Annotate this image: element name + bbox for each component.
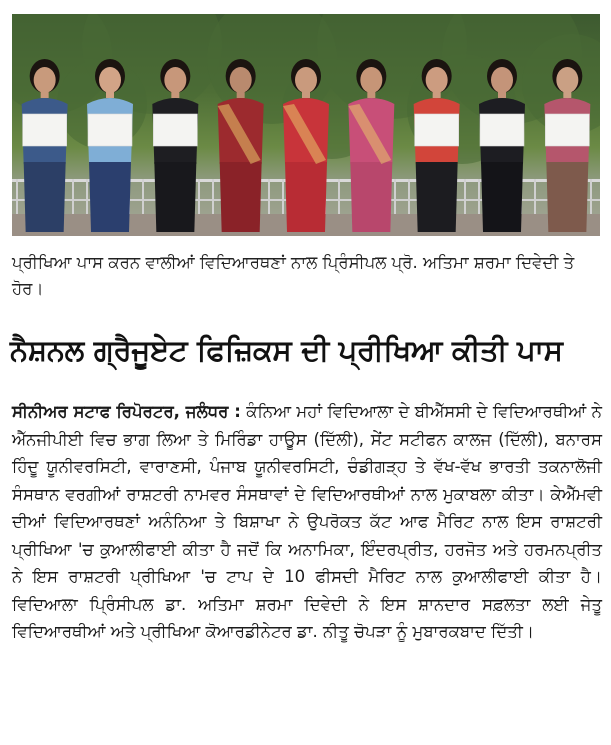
railing-post	[394, 179, 396, 219]
person-face	[295, 67, 317, 93]
person-face	[34, 67, 56, 93]
person-lower-body	[220, 162, 262, 232]
person-lower-body	[89, 162, 131, 232]
person-neck	[367, 90, 375, 98]
railing-post	[338, 179, 340, 219]
railing-post	[268, 179, 270, 219]
person-face	[360, 67, 382, 93]
certificate	[88, 114, 132, 146]
person-face	[99, 67, 121, 93]
railing-post	[142, 179, 144, 219]
person-neck	[302, 90, 310, 98]
person-lower-body	[24, 162, 66, 232]
certificate	[415, 114, 459, 146]
person-face	[556, 67, 578, 93]
railing-post	[464, 179, 466, 219]
person-neck	[106, 90, 114, 98]
certificate	[153, 114, 197, 146]
person-face	[426, 67, 448, 93]
group-photo-illustration	[12, 14, 600, 236]
railing-post	[282, 179, 284, 219]
certificate	[545, 114, 589, 146]
person-face	[164, 67, 186, 93]
person-neck	[498, 90, 506, 98]
certificate	[23, 114, 67, 146]
railing-post	[72, 179, 74, 219]
group-photo	[12, 14, 600, 236]
person-lower-body	[416, 162, 458, 232]
person-neck	[171, 90, 179, 98]
railing-post	[590, 179, 592, 219]
railing-post	[198, 179, 200, 219]
railing-post	[534, 179, 536, 219]
byline: ਸੀਨੀਅਰ ਸਟਾਫ ਰਿਪੋਰਟਰ, ਜਲੰਧਰ :	[12, 402, 241, 421]
person-neck	[563, 90, 571, 98]
person-face	[491, 67, 513, 93]
person-lower-body	[285, 162, 327, 232]
headline: ਨੈਸ਼ਨਲ ਗ੍ਰੈਜੂਏਟ ਫਿਜ਼ਿਕਸ ਦੀ ਪ੍ਰੀਖਿਆ ਕੀਤੀ ਪਾਸ	[10, 333, 563, 367]
person-face	[230, 67, 252, 93]
railing-post	[408, 179, 410, 219]
certificate	[480, 114, 524, 146]
person-neck	[237, 90, 245, 98]
railing-post	[212, 179, 214, 219]
article-body	[12, 398, 602, 646]
person-lower-body	[154, 162, 196, 232]
person-neck	[41, 90, 49, 98]
railing-post	[86, 179, 88, 219]
railing-post	[16, 179, 18, 219]
photo-caption: ਪ੍ਰੀਖਿਆ ਪਾਸ ਕਰਨ ਵਾਲੀਆਂ ਵਿਦਿਆਰਥਣਾਂ ਨਾਲ ਪ੍ਰਿੰਸੀਪਲ ਪ੍ਰੋ. ਅਤਿਮਾ ਸ਼ਰਮਾ ਦਿਵੇਦੀ ਤੇ ਹੋਰ।	[12, 253, 575, 298]
article-text: ਕੰਨਿਆ ਮਹਾਂ ਵਿਦਿਆਲਾ ਦੇ ਬੀਐੱਸਸੀ ਦੇ ਵਿਦਿਆਰਥੀਆਂ ਨੇ ਐੱਨਜੀਪੀਈ ਵਿਚ ਭਾਗ ਲਿਆ ਤੇ ਮਿਰਿੰਡਾ ਹਾਊਸ (ਦਿੱਲੀ), ਸੇਂਟ ਸਟੀਫਨ ਕਾਲਜ (ਦਿੱਲੀ), ਬਨਾਰਸ ਹਿੰਦੂ ਯੂਨੀਵਰਸਿਟੀ, ਵਾਰਾਣਸੀ, ਪੰਜਾਬ ਯੂਨੀਵਰਸਿਟੀ, ਚੰਡੀਗੜ੍ਹ ਤੇ ਵੱਖ-ਵੱਖ ਭਾਰਤੀ ਤਕਨਾਲੋਜੀ ਸੰਸਥਾਨ ਵਰਗੀਆਂ ਰਾਸ਼ਟਰੀ ਨਾਮਵਰ ਸੰਸਥਾਵਾਂ ਦੇ ਵਿਦਿਆਰਥੀਆਂ ਨਾਲ ਮੁਕਾਬਲਾ ਕੀਤਾ। ਕੇਐੱਮਵੀ ਦੀਆਂ ਵਿਦਿਆਰਥਣਾਂ ਅਨੰਨਿਆ ਤੇ ਬਿਸ਼ਾਖਾ ਨੇ ਉਪਰੋਕਤ ਕੱਟ ਆਫ ਮੈਰਿਟ ਨਾਲ ਇਸ ਰਾਸ਼ਟਰੀ ਪ੍ਰੀਖਿਆ 'ਚ ਕੁਆਲੀਫਾਈ ਕੀਤਾ ਹੈ ਜਦੋਂ ਕਿ ਅਨਾਮਿਕਾ, ਇੰਦਰਪ੍ਰੀਤ, ਹਰਜੋਤ ਅਤੇ ਹਰਮਨਪ੍ਰੀਤ ਨੇ ਇਸ ਰਾਸ਼ਟਰੀ ਪ੍ਰੀਖਿਆ 'ਚ ਟਾਪ ਦੇ 10 ਫੀਸਦੀ ਮੈਰਿਟ ਨਾਲ ਕੁਆਲੀਫਾਈ ਕੀਤਾ ਹੈ। ਵਿਦਿਆਲਾ ਪ੍ਰਿੰਸੀਪਲ ਡਾ. ਅਤਿਮਾ ਸ਼ਰਮਾ ਦਿਵੇਦੀ ਨੇ ਇਸ ਸ਼ਾਨਦਾਰ ਸਫ਼ਲਤਾ ਲਈ ਜੇਤੂ ਵਿਦਿਆਰਥੀਆਂ ਅਤੇ ਪ੍ਰੀਖਿਆ ਕੋਆਰਡੀਨੇਟਰ ਡਾ. ਨੀਤੂ ਚੋਪੜਾ ਨੂੰ ਮੁਬਾਰਕਬਾਦ ਦਿੱਤੀ।	[12, 402, 602, 641]
railing-post	[478, 179, 480, 219]
person-lower-body	[350, 162, 392, 232]
person-lower-body	[546, 162, 588, 232]
person-neck	[433, 90, 441, 98]
person-lower-body	[481, 162, 523, 232]
